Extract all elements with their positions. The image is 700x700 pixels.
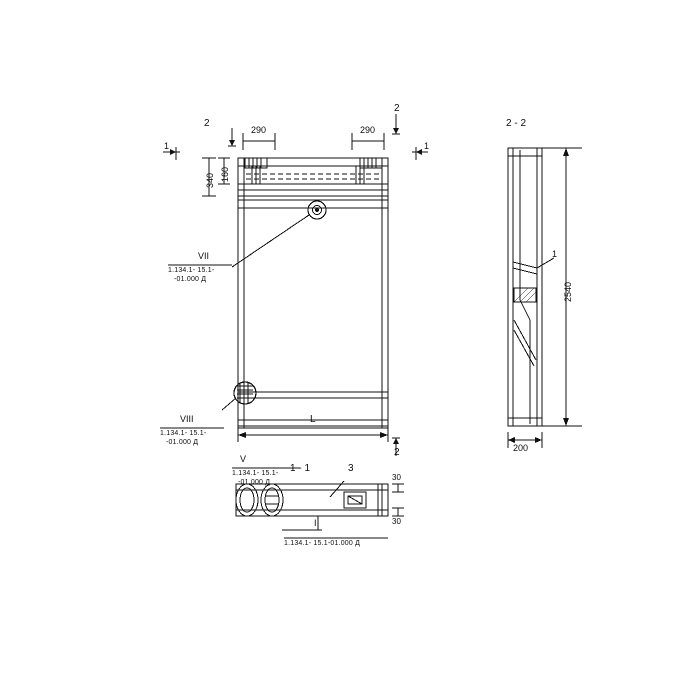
dim-340: 340 bbox=[205, 172, 215, 188]
note-v-line1: 1.134.1- 15.1- bbox=[232, 470, 279, 477]
dim-30-bottom: 30 bbox=[392, 517, 401, 526]
part-callout-3: 3 bbox=[348, 463, 354, 474]
note-i: 1.134.1- 15.1-01.000 Д bbox=[284, 540, 361, 547]
dim-290-right: 290 bbox=[360, 125, 376, 135]
length-symbol-L: L bbox=[310, 414, 316, 425]
detail-mark-viii: VIII bbox=[180, 414, 194, 424]
detail-mark-v: V bbox=[240, 454, 247, 464]
dim-200: 200 bbox=[513, 443, 529, 453]
section-mark-1-right: 1 bbox=[424, 141, 430, 151]
part-callout-1: 1 bbox=[552, 249, 558, 259]
note-viii-line2: -01.000 Д bbox=[166, 439, 199, 446]
note-viii-line1: 1.134.1- 15.1- bbox=[160, 430, 207, 437]
detail-mark-vii: VII bbox=[198, 251, 210, 261]
section-title-2-2: 2 - 2 bbox=[506, 118, 527, 129]
section-mark-2-bottom-right: 2 bbox=[394, 447, 400, 458]
section-mark-2-top-left: 2 bbox=[204, 118, 210, 129]
section-title-1-1: 1 - 1 bbox=[290, 463, 311, 474]
dim-30-top: 30 bbox=[392, 473, 401, 482]
section-mark-2-top-right: 2 bbox=[394, 103, 400, 114]
section-mark-1-left: 1 bbox=[164, 141, 170, 151]
dim-2540: 2540 bbox=[563, 281, 573, 302]
note-v-line2: -01.000 Д bbox=[238, 479, 271, 486]
detail-mark-i: I bbox=[314, 518, 317, 528]
note-vii-line1: 1.134.1- 15.1- bbox=[168, 267, 215, 274]
dim-290-left: 290 bbox=[251, 125, 267, 135]
dim-160: 160 bbox=[220, 166, 230, 182]
note-vii-line2: -01.000 Д bbox=[174, 276, 207, 283]
